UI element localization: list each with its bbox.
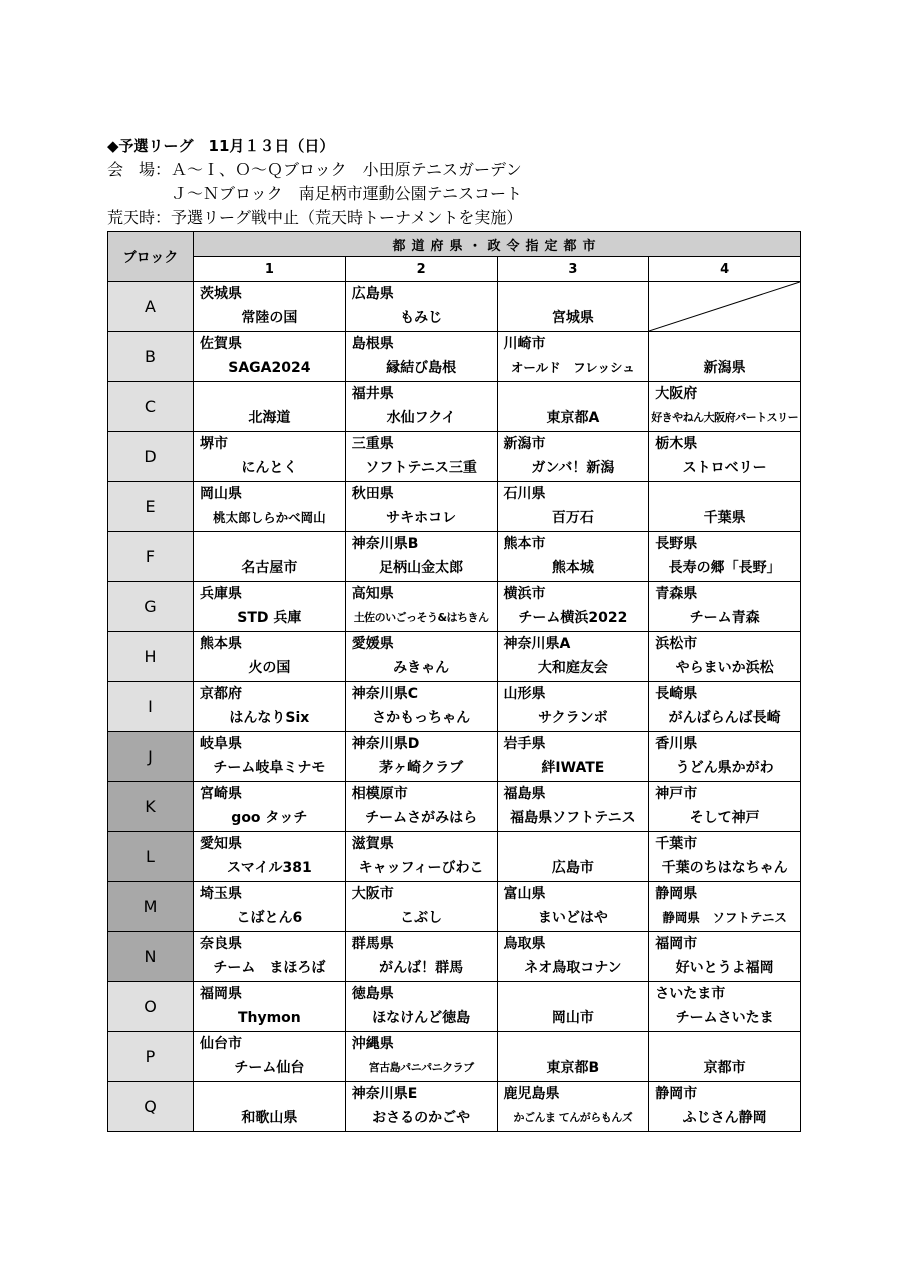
column-number-1: 1: [194, 257, 346, 282]
prefecture-label: 三重県: [351, 436, 394, 452]
table-row: [108, 982, 801, 1032]
team-name: ガンバ！新潟: [531, 460, 615, 476]
team-cell: [345, 1082, 497, 1132]
prefecture-label: 熊本市: [503, 536, 546, 552]
prefecture-label: 栃木県: [655, 436, 698, 452]
block-label: A: [108, 282, 194, 332]
prefecture-label: 神戸市: [655, 786, 698, 802]
prefecture-label: 広島県: [351, 286, 394, 302]
block-column-header: ブロック: [108, 232, 194, 282]
team-name: 新潟県: [703, 360, 746, 376]
team-cell: [345, 782, 497, 832]
prefecture-label: 鹿児島県: [503, 1086, 560, 1102]
team-cell: [194, 882, 346, 932]
prefecture-label: 島根県: [351, 336, 394, 352]
block-label: G: [108, 582, 194, 632]
team-name: がんば！群馬: [379, 960, 464, 976]
table-row: [108, 382, 801, 432]
block-label: N: [108, 932, 194, 982]
team-cell: [194, 482, 346, 532]
prefecture-label: [649, 482, 800, 506]
schedule-title: ◆予選リーグ 11月１３日（日）: [107, 137, 335, 155]
team-cell: [194, 382, 346, 432]
diagonal-slash-icon: [649, 282, 800, 331]
team-cell: [649, 532, 801, 582]
prefecture-label: 高知県: [351, 586, 394, 602]
team-name: 宮古島パニパニクラブ: [368, 1061, 474, 1074]
prefecture-label: 千葉市: [655, 836, 698, 852]
block-label: M: [108, 882, 194, 932]
team-cell: [194, 682, 346, 732]
team-cell: [345, 632, 497, 682]
team-cell: [194, 932, 346, 982]
team-name: サキホコレ: [386, 510, 457, 526]
block-label: K: [108, 782, 194, 832]
prefecture-label: 兵庫県: [200, 586, 242, 602]
prefecture-label: [649, 1032, 800, 1056]
prefecture-label: [498, 982, 649, 1006]
prefecture-label: 横浜市: [503, 586, 546, 602]
prefecture-label: 沖縄県: [351, 1036, 394, 1052]
team-cell: [345, 932, 497, 982]
team-cell: [649, 682, 801, 732]
prefecture-label: [498, 1032, 649, 1056]
team-cell: [649, 1082, 801, 1132]
prefecture-label: 群馬県: [351, 936, 394, 952]
team-name: 静岡県 ソフトテニス: [662, 910, 787, 925]
rain-policy-line: 荒天時：予選リーグ戦中止（荒天時トーナメントを実施）: [107, 208, 523, 227]
team-name: 足柄山金太郎: [379, 560, 464, 576]
empty-slot: [649, 282, 801, 332]
team-cell: [194, 982, 346, 1032]
prefecture-label: 青森県: [655, 586, 698, 602]
prefecture-label: 京都府: [200, 686, 242, 702]
prefecture-label: [194, 382, 345, 406]
prefecture-label: 長崎県: [655, 686, 698, 702]
team-cell: [649, 982, 801, 1032]
table-row: [108, 682, 801, 732]
team-name: 絆IWATE: [541, 760, 605, 776]
team-name: 常陸の国: [241, 310, 298, 326]
team-name: チーム まほろば: [213, 960, 326, 976]
team-cell: [194, 632, 346, 682]
table-row: [108, 332, 801, 382]
table-row: [108, 432, 801, 482]
table-row: [108, 882, 801, 932]
table-row: [108, 482, 801, 532]
prefecture-label: 福島県: [503, 786, 546, 802]
prefecture-label: 静岡県: [655, 886, 698, 902]
team-name: 名古屋市: [241, 560, 298, 576]
team-cell: [497, 1032, 649, 1082]
team-name: そして神戸: [689, 810, 760, 826]
team-cell: [497, 782, 649, 832]
team-cell: [649, 832, 801, 882]
prefecture-label: 愛知県: [200, 836, 242, 852]
team-name: もみじ: [400, 310, 443, 326]
team-name: さかもっちゃん: [372, 710, 471, 726]
team-name: 千葉県: [703, 510, 746, 526]
team-name: こぶし: [400, 910, 443, 926]
prefecture-label: 宮崎県: [200, 786, 242, 802]
team-name: みきゃん: [393, 660, 450, 676]
team-cell: [649, 582, 801, 632]
team-cell: [649, 732, 801, 782]
team-name: うどん県かがわ: [675, 760, 774, 776]
team-cell: [345, 832, 497, 882]
team-cell: [497, 532, 649, 582]
page-header: [107, 134, 807, 230]
prefecture-label: 大阪府: [655, 386, 698, 402]
team-name: 東京都A: [546, 410, 600, 426]
prefecture-label: 茨城県: [200, 286, 242, 302]
prefecture-label: 岡山県: [200, 486, 242, 502]
team-cell: [345, 682, 497, 732]
team-cell: [497, 732, 649, 782]
team-name: ソフトテニス三重: [365, 460, 477, 476]
team-name: にんとく: [241, 460, 298, 476]
team-name: チーム岐阜ミナモ: [213, 760, 326, 776]
team-name: 千葉のちはなちゃん: [661, 860, 788, 876]
block-label: L: [108, 832, 194, 882]
team-name: 北海道: [248, 410, 291, 426]
table-row: [108, 582, 801, 632]
column-number-3: 3: [497, 257, 649, 282]
prefecture-label: 長野県: [655, 536, 698, 552]
prefecture-label: 静岡市: [655, 1086, 698, 1102]
team-name: 百万石: [551, 510, 594, 526]
team-cell: [649, 332, 801, 382]
team-name: サクランボ: [538, 710, 608, 726]
prefecture-label: 神奈川県E: [351, 1086, 418, 1102]
prefecture-label: 神奈川県C: [351, 686, 419, 702]
team-name: がんばらんば長崎: [668, 710, 781, 726]
team-name: キャッフィーびわこ: [358, 860, 484, 876]
team-name: ほなけんど徳島: [372, 1010, 471, 1026]
team-name: ふじさん静岡: [682, 1110, 767, 1126]
prefecture-label: 佐賀県: [200, 336, 242, 352]
table-row: [108, 282, 801, 332]
team-cell: [194, 282, 346, 332]
team-name: 水仙フクイ: [386, 410, 456, 426]
team-cell: [194, 1082, 346, 1132]
block-label: B: [108, 332, 194, 382]
team-cell: [649, 1032, 801, 1082]
team-cell: [194, 832, 346, 882]
team-name: ネオ鳥取コナン: [524, 960, 622, 976]
table-row: [108, 832, 801, 882]
prefecture-label: [194, 532, 345, 556]
prefecture-label: 相模原市: [351, 786, 408, 802]
team-cell: [649, 482, 801, 532]
team-cell: [497, 332, 649, 382]
team-cell: [649, 932, 801, 982]
block-label: F: [108, 532, 194, 582]
team-cell: [497, 582, 649, 632]
team-cell: [497, 432, 649, 482]
team-cell: [497, 882, 649, 932]
team-name: ストロベリー: [682, 460, 767, 476]
team-name: おさるのかごや: [372, 1110, 471, 1126]
block-label: I: [108, 682, 194, 732]
prefecture-label: 福岡市: [655, 936, 698, 952]
team-cell: [194, 432, 346, 482]
team-name: STD 兵庫: [237, 610, 302, 626]
team-cell: [497, 382, 649, 432]
team-name: かごんま てんがらもんズ: [513, 1111, 633, 1124]
column-number-4: 4: [649, 257, 801, 282]
team-name: チーム横浜2022: [518, 610, 628, 626]
team-name: 長寿の郷「長野」: [668, 560, 781, 576]
team-cell: [497, 482, 649, 532]
team-name: 京都市: [703, 1060, 746, 1076]
prefecture-label: 香川県: [655, 736, 698, 752]
team-name: 火の国: [248, 660, 291, 676]
team-cell: [194, 582, 346, 632]
block-label: D: [108, 432, 194, 482]
table-row: [108, 1032, 801, 1082]
prefecture-label: 山形県: [503, 686, 546, 702]
prefecture-label: 岐阜県: [200, 736, 242, 752]
prefecture-label: 川崎市: [503, 336, 546, 352]
prefecture-label: さいたま市: [655, 986, 726, 1002]
team-cell: [194, 332, 346, 382]
team-name: はんなりSix: [229, 710, 310, 726]
prefecture-label: 浜松市: [655, 636, 698, 652]
team-name: 和歌山県: [241, 1110, 298, 1126]
block-label: H: [108, 632, 194, 682]
block-label: J: [108, 732, 194, 782]
prefecture-label: 神奈川県A: [503, 636, 571, 652]
prefecture-label: 埼玉県: [200, 886, 242, 902]
team-cell: [497, 682, 649, 732]
team-cell: [649, 782, 801, 832]
prefecture-label: 神奈川県D: [351, 736, 420, 752]
team-name: チーム仙台: [234, 1060, 305, 1076]
team-cell: [345, 732, 497, 782]
venue-line-2: Ｊ～Ｎブロック 南足柄市運動公園テニスコート: [107, 184, 523, 203]
team-cell: [345, 532, 497, 582]
team-cell: [345, 482, 497, 532]
team-name: まいどはや: [537, 910, 608, 926]
prefecture-label: 富山県: [503, 886, 546, 902]
team-cell: [649, 432, 801, 482]
team-name: チームさいたま: [675, 1010, 774, 1026]
prefecture-label: 愛媛県: [351, 636, 394, 652]
team-name: 茅ヶ崎クラブ: [379, 760, 464, 776]
prefecture-label: 奈良県: [200, 936, 242, 952]
prefecture-label: 熊本県: [200, 636, 242, 652]
team-cell: [497, 1082, 649, 1132]
prefecture-label: [194, 1082, 345, 1106]
team-cell: [649, 382, 801, 432]
prefecture-label: [498, 282, 649, 306]
prefecture-label: 堺市: [200, 436, 228, 452]
prefecture-label: 仙台市: [200, 1036, 242, 1052]
team-cell: [497, 282, 649, 332]
team-cell: [345, 432, 497, 482]
team-name: 宮城県: [551, 310, 594, 326]
team-cell: [497, 832, 649, 882]
prefecture-label: 徳島県: [351, 986, 394, 1002]
team-name: やらまいか浜松: [675, 660, 774, 676]
table-row: [108, 1082, 801, 1132]
block-label: C: [108, 382, 194, 432]
league-table: [107, 231, 801, 1132]
group-column-header: 都道府県・政令指定都市: [194, 232, 801, 257]
team-cell: [497, 632, 649, 682]
team-cell: [345, 882, 497, 932]
team-name: オールド フレッシュ: [510, 360, 635, 375]
prefecture-label: 鳥取県: [503, 936, 546, 952]
team-name: スマイル381: [227, 860, 312, 876]
table-body: [108, 282, 801, 1132]
team-name: 東京都B: [546, 1060, 600, 1076]
team-cell: [345, 982, 497, 1032]
block-label: O: [108, 982, 194, 1032]
team-cell: [497, 932, 649, 982]
team-cell: [345, 1032, 497, 1082]
team-name: 熊本城: [551, 560, 594, 576]
prefecture-label: 神奈川県B: [351, 536, 419, 552]
team-cell: [194, 532, 346, 582]
prefecture-label: 新潟市: [503, 436, 546, 452]
team-cell: [194, 1032, 346, 1082]
team-cell: [345, 382, 497, 432]
table-row: [108, 932, 801, 982]
team-cell: [345, 582, 497, 632]
team-name: Thymon: [237, 1010, 301, 1026]
team-name: 桃太郎しらかべ岡山: [213, 510, 326, 525]
team-name: 好いとうよ福岡: [675, 960, 774, 976]
team-name: こばとん6: [236, 910, 303, 926]
prefecture-label: [498, 382, 649, 406]
team-name: 広島市: [551, 860, 594, 876]
team-name: 土佐のいごっそう&はちきん: [353, 611, 489, 624]
prefecture-label: 滋賀県: [351, 836, 394, 852]
table-row: [108, 732, 801, 782]
team-name: 岡山市: [551, 1010, 594, 1026]
team-name: チーム青森: [689, 610, 760, 626]
table-row: [108, 532, 801, 582]
team-cell: [194, 732, 346, 782]
prefecture-label: 大阪市: [351, 886, 394, 902]
column-number-2: 2: [345, 257, 497, 282]
team-name: 大和庭友会: [537, 660, 608, 676]
team-cell: [345, 332, 497, 382]
prefecture-label: 岩手県: [503, 736, 546, 752]
team-cell: [497, 982, 649, 1032]
team-cell: [649, 882, 801, 932]
team-name: 好きやねん大阪府パートスリー: [651, 411, 799, 424]
team-cell: [194, 782, 346, 832]
team-cell: [649, 632, 801, 682]
table-row: [108, 782, 801, 832]
block-label: P: [108, 1032, 194, 1082]
prefecture-label: [498, 832, 649, 856]
prefecture-label: [649, 332, 800, 356]
team-name: 縁結び島根: [386, 360, 457, 376]
block-label: E: [108, 482, 194, 532]
team-cell: [345, 282, 497, 332]
team-name: 福島県ソフトテニス: [510, 810, 636, 826]
team-name: goo タッチ: [231, 810, 308, 826]
prefecture-label: 福井県: [351, 386, 394, 402]
prefecture-label: 石川県: [503, 486, 546, 502]
team-name: チームさがみはら: [365, 810, 478, 826]
team-name: SAGA2024: [228, 360, 311, 376]
prefecture-label: 秋田県: [351, 486, 394, 502]
venue-line-1: 会 場：Ａ～Ｉ、Ｏ～Ｑブロック 小田原テニスガーデン: [107, 160, 522, 179]
table-row: [108, 632, 801, 682]
block-label: Q: [108, 1082, 194, 1132]
prefecture-label: 福岡県: [200, 986, 242, 1002]
